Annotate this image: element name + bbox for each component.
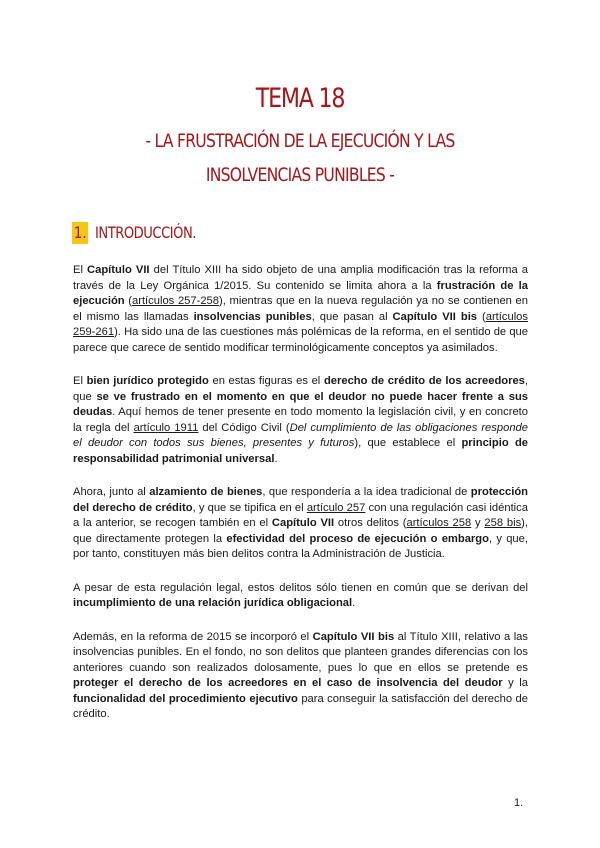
bold-text: protección del derecho de crédito xyxy=(73,486,528,514)
article-link[interactable]: artículos 258 xyxy=(406,517,472,529)
bold-text: insolvencias punibles xyxy=(193,310,312,323)
text: ), mientras que en la nueva regulación ya no se contienen en el mismo las llamadas xyxy=(73,295,528,323)
article-link[interactable]: artículos 259-261 xyxy=(73,310,528,338)
text: Además, en la reforma de 2015 se incorporó el xyxy=(73,630,313,643)
text: A pesar de esta regulación legal, estos delitos sólo tienen en común que se derivan del xyxy=(73,581,528,594)
bold-text: bien jurídico protegido xyxy=(86,375,209,387)
section-heading xyxy=(72,222,218,244)
text: ), que directamente protegen la xyxy=(73,517,529,545)
text: ( xyxy=(124,295,132,307)
section-title: INTRODUCCIÓN. xyxy=(95,223,197,242)
topic-subtitle-line-1: - LA FRUSTRACIÓN DE LA EJECUCIÓN Y LAS xyxy=(145,130,455,152)
text: , que pasan al xyxy=(311,310,393,323)
bold-text: Capítulo VII bis xyxy=(392,310,478,323)
text: con una regulación casi idéntica a la anterior, se recogen también en el xyxy=(73,501,528,529)
bold-text: Capítulo VII bis xyxy=(312,630,395,643)
text: ), que establece el xyxy=(354,437,462,449)
paragraph-5 xyxy=(73,630,528,723)
bold-text: derecho de crédito de los acreedores xyxy=(323,375,525,387)
text: El xyxy=(73,264,88,276)
text: El xyxy=(73,375,87,387)
bold-text: funcionalidad del procedimiento ejecutivo xyxy=(73,692,298,705)
text: para conseguir la satisfacción del derecho de crédito. xyxy=(73,692,528,720)
text: . Aquí hemos de tener presente en todo momento la legislación civil, y en concreto la regla del xyxy=(73,406,528,434)
section-number: 1. xyxy=(73,223,87,242)
text: , y que, por tanto, constituyen más bien delitos contra la Administración de Justicia. xyxy=(73,532,528,560)
italic-quote: Del cumplimiento de las obligaciones responde el deudor con todos sus bienes, presentes y futuros xyxy=(73,421,528,449)
bold-text: Capítulo VII xyxy=(87,264,150,276)
topic-title: TEMA 18 xyxy=(255,83,345,114)
topic-subtitle-line-2: INSOLVENCIAS PUNIBLES - xyxy=(205,164,395,186)
text: ). Ha sido una de las cuestiones más polémicas de la reforma, en el sentido de que parece que carece de sentido modificar terminológicamente conceptos ya asimilados. xyxy=(73,326,528,354)
bold-text: incumplimiento de una relación jurídica obligacional xyxy=(73,597,353,609)
bold-text: efectividad del proceso de ejecución o embargo xyxy=(226,532,489,545)
text: . xyxy=(274,452,278,465)
text: del Título XIII ha sido objeto de una amplia modificación tras la reforma a través de la Ley Orgánica 1/2015. Su contenido se limita ahora a la xyxy=(73,264,529,292)
bold-text: proteger el derecho de los acreedores en el caso de insolvencia del deudor xyxy=(73,677,503,689)
text: , que respondería a la idea tradicional de xyxy=(262,486,471,498)
text: ( xyxy=(477,310,486,323)
text: , y que se tipifica en el xyxy=(192,501,307,514)
text: otros delitos ( xyxy=(334,517,407,529)
text: y la xyxy=(502,677,528,689)
article-link[interactable]: artículo 1911 xyxy=(133,421,199,434)
document-body xyxy=(73,263,528,741)
bold-text: alzamiento de bienes xyxy=(149,486,263,498)
bold-text: se ve frustrado en el momento en que el deudor no puede hacer frente a sus deudas xyxy=(73,390,528,418)
paragraph-2 xyxy=(73,374,528,467)
text: en estas figuras es el xyxy=(208,375,324,387)
article-link[interactable]: artículo 257 xyxy=(306,501,366,514)
text: al Título XIII, relativo a las insolvencias punibles. En el fondo, no son delitos que planteen grandes diferencias con los anteriores cuando son realizados dolosamente, pues lo que en ellos se pretende es xyxy=(73,630,528,674)
text: y xyxy=(471,517,485,529)
paragraph-3 xyxy=(73,485,528,563)
text: . xyxy=(352,597,356,609)
article-link[interactable]: 258 bis xyxy=(484,517,522,529)
text: del Código Civil ( xyxy=(198,421,290,434)
bold-text: frustración de la ejecución xyxy=(73,279,528,307)
bold-text: principio de responsabilidad patrimonial universal xyxy=(73,437,528,465)
paragraph-1 xyxy=(73,263,528,356)
title-block xyxy=(0,84,600,192)
text: , que xyxy=(73,375,529,403)
paragraph-4 xyxy=(73,581,528,612)
article-link[interactable]: artículos 257-258 xyxy=(132,295,220,307)
page-number: 1. xyxy=(514,797,524,809)
text: Ahora, junto al xyxy=(73,486,150,498)
bold-text: Capítulo VII xyxy=(271,517,335,529)
